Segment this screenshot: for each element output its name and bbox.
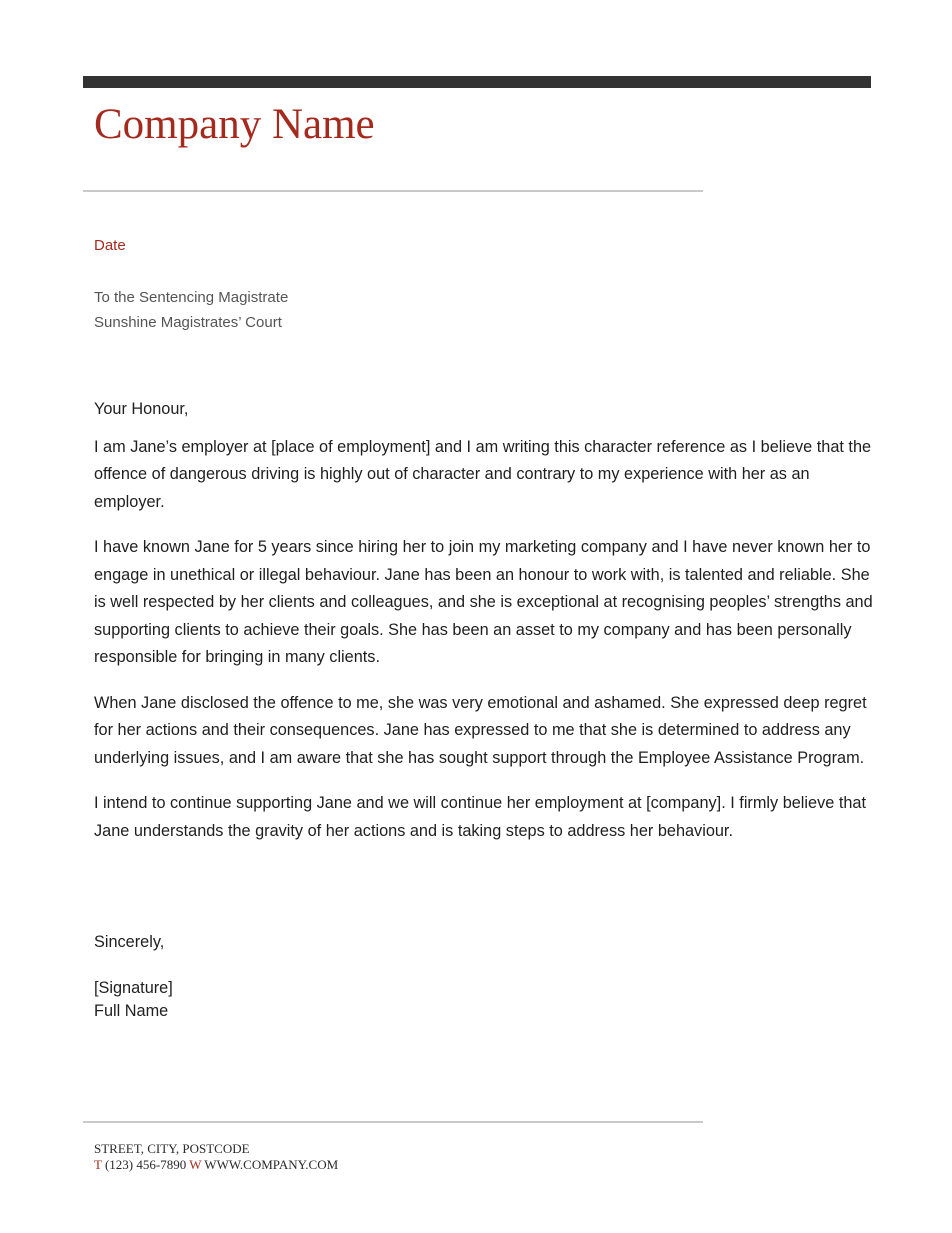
company-name: Company Name xyxy=(94,101,375,148)
signer-full-name: Full Name xyxy=(94,1002,169,1020)
body-paragraph-4: I intend to continue supporting Jane and we will continue her employment at [company]. I firmly believe that Jane understands the gravity of her actions and is taking steps to address her behaviour. xyxy=(94,794,866,840)
header-bar xyxy=(83,76,871,88)
header-divider xyxy=(83,190,703,192)
recipient-line-1: To the Sentencing Magistrate xyxy=(94,289,289,306)
body-paragraph-3: When Jane disclosed the offence to me, she was very emotional and ashamed. She expressed deep regret for her actions and their consequences. Jane has expressed to me that she is determined to address any underlying issues, and I am aware that she has sought support through the Employee Assistance Program. xyxy=(94,693,867,767)
footer-address: STREET, CITY, POSTCODE xyxy=(94,1141,250,1156)
recipient-block xyxy=(94,285,288,335)
footer-divider xyxy=(83,1121,703,1123)
footer-website: WWW.COMPANY.COM xyxy=(204,1157,339,1172)
signature-block xyxy=(94,977,173,1023)
web-prefix: W xyxy=(189,1157,202,1172)
footer xyxy=(94,1141,338,1173)
body-paragraph-2: I have known Jane for 5 years since hiring her to join my marketing company and I have never known her to engage in unethical or illegal behaviour. Jane has been an honour to work with, is talented and reliable. She is well respected by her clients and colleagues, and she is exceptional at recognising peoples’ strengths and supporting clients to achieve their goals. She has been an asset to my company and has been personally responsible for bringing in many clients. xyxy=(94,538,873,666)
footer-contact xyxy=(94,1157,338,1173)
salutation: Your Honour, xyxy=(94,400,189,418)
letter-date: Date xyxy=(94,237,126,254)
body-paragraph-1: I am Jane’s employer at [place of employment] and I am writing this character reference as I believe that the offence of dangerous driving is highly out of character and contrary to my experience with her as an employer. xyxy=(94,437,872,511)
footer-phone: (123) 456-7890 xyxy=(104,1157,187,1172)
recipient-line-2: Sunshine Magistrates’ Court xyxy=(94,314,282,331)
phone-prefix: T xyxy=(94,1157,102,1172)
signature-placeholder: [Signature] xyxy=(94,979,173,997)
letter-body xyxy=(94,396,874,863)
closing: Sincerely, xyxy=(94,933,165,951)
